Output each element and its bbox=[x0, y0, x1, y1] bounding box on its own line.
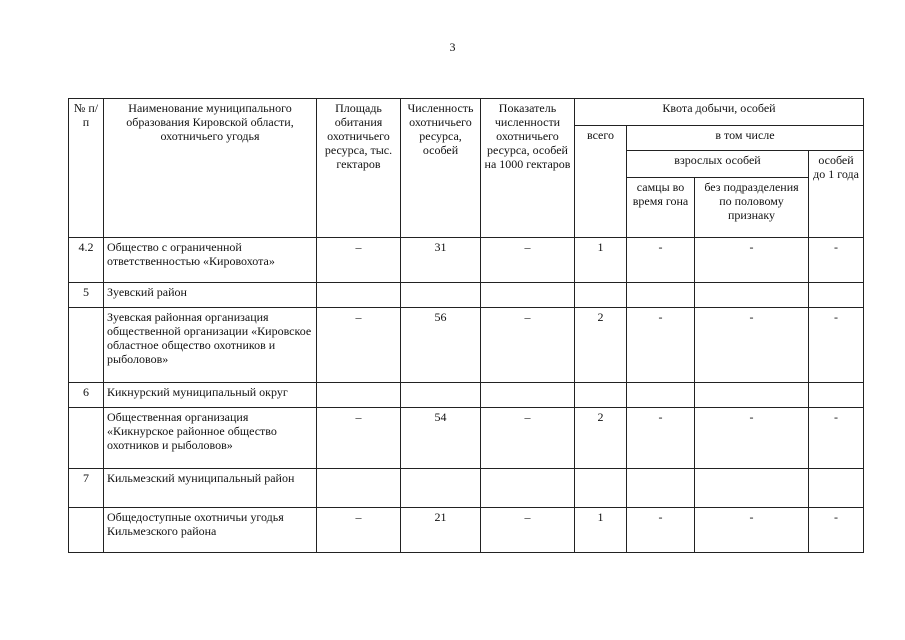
cell-area: – bbox=[317, 238, 401, 283]
cell-count bbox=[401, 283, 481, 308]
header-males-rut: самцы во время гона bbox=[627, 178, 695, 238]
cell-area: – bbox=[317, 308, 401, 383]
cell-area: – bbox=[317, 408, 401, 469]
table-row bbox=[69, 469, 864, 508]
cell-num: 4.2 bbox=[69, 238, 104, 283]
cell-count: 54 bbox=[401, 408, 481, 469]
cell-area bbox=[317, 383, 401, 408]
header-including: в том числе bbox=[627, 126, 864, 151]
table-row bbox=[69, 283, 864, 308]
cell-num: 5 bbox=[69, 283, 104, 308]
cell-no-sex bbox=[695, 383, 809, 408]
cell-density: – bbox=[481, 238, 575, 283]
table-row bbox=[69, 508, 864, 553]
cell-density bbox=[481, 383, 575, 408]
page-number: 3 bbox=[449, 40, 456, 54]
header-no-sex: без подразделения по половому признаку bbox=[695, 178, 809, 238]
cell-no-sex bbox=[695, 469, 809, 508]
cell-young bbox=[809, 283, 864, 308]
cell-name: Кильмезский муниципальный район bbox=[104, 469, 317, 508]
cell-no-sex bbox=[695, 283, 809, 308]
cell-young: - bbox=[809, 308, 864, 383]
cell-num: 7 bbox=[69, 469, 104, 508]
cell-no-sex: - bbox=[695, 508, 809, 553]
cell-num bbox=[69, 508, 104, 553]
cell-area bbox=[317, 283, 401, 308]
cell-males-rut bbox=[627, 469, 695, 508]
cell-no-sex: - bbox=[695, 408, 809, 469]
cell-young: - bbox=[809, 508, 864, 553]
cell-males-rut: - bbox=[627, 508, 695, 553]
cell-count: 31 bbox=[401, 238, 481, 283]
cell-count bbox=[401, 383, 481, 408]
cell-density bbox=[481, 283, 575, 308]
cell-total bbox=[575, 469, 627, 508]
cell-males-rut bbox=[627, 383, 695, 408]
table-row bbox=[69, 308, 864, 383]
cell-total: 2 bbox=[575, 308, 627, 383]
cell-no-sex: - bbox=[695, 308, 809, 383]
cell-num bbox=[69, 408, 104, 469]
header-num: № п/п bbox=[69, 99, 104, 238]
header-adults: взрослых особей bbox=[627, 151, 809, 178]
cell-total: 2 bbox=[575, 408, 627, 469]
cell-density: – bbox=[481, 508, 575, 553]
cell-young bbox=[809, 383, 864, 408]
cell-name: Кикнурский муниципальный округ bbox=[104, 383, 317, 408]
cell-count: 56 bbox=[401, 308, 481, 383]
cell-young bbox=[809, 469, 864, 508]
cell-total: 1 bbox=[575, 508, 627, 553]
header-count: Численность охотничьего ресурса, особей bbox=[401, 99, 481, 238]
header-density: Показатель численности охотничьего ресурса, особей на 1000 гектаров bbox=[481, 99, 575, 238]
table-row bbox=[69, 408, 864, 469]
cell-density: – bbox=[481, 408, 575, 469]
table-row bbox=[69, 238, 864, 283]
cell-area: – bbox=[317, 508, 401, 553]
cell-total: 1 bbox=[575, 238, 627, 283]
header-name: Наименование муниципального образования Кировской области, охотничьего угодья bbox=[104, 99, 317, 238]
cell-name: Общественная организация «Кикнурское районное общество охотников и рыболовов» bbox=[104, 408, 317, 469]
cell-area bbox=[317, 469, 401, 508]
quota-table bbox=[68, 98, 864, 553]
cell-name: Общество с ограниченной ответственностью «Кировохота» bbox=[104, 238, 317, 283]
header-area: Площадь обитания охотничьего ресурса, тыс. гектаров bbox=[317, 99, 401, 238]
cell-no-sex: - bbox=[695, 238, 809, 283]
cell-count bbox=[401, 469, 481, 508]
cell-num bbox=[69, 308, 104, 383]
cell-males-rut bbox=[627, 283, 695, 308]
cell-name: Зуевский район bbox=[104, 283, 317, 308]
cell-total bbox=[575, 283, 627, 308]
header-quota: Квота добычи, особей bbox=[575, 99, 864, 126]
cell-count: 21 bbox=[401, 508, 481, 553]
cell-total bbox=[575, 383, 627, 408]
cell-name: Зуевская районная организация общественной организации «Кировское областное общество охотников и рыболовов» bbox=[104, 308, 317, 383]
cell-density bbox=[481, 469, 575, 508]
cell-males-rut: - bbox=[627, 308, 695, 383]
cell-young: - bbox=[809, 238, 864, 283]
cell-name: Общедоступные охотничьи угодья Кильмезского района bbox=[104, 508, 317, 553]
cell-males-rut: - bbox=[627, 408, 695, 469]
cell-num: 6 bbox=[69, 383, 104, 408]
cell-young: - bbox=[809, 408, 864, 469]
cell-density: – bbox=[481, 308, 575, 383]
header-total: всего bbox=[575, 126, 627, 238]
header-young: особей до 1 года bbox=[809, 151, 864, 238]
cell-males-rut: - bbox=[627, 238, 695, 283]
table-row bbox=[69, 383, 864, 408]
